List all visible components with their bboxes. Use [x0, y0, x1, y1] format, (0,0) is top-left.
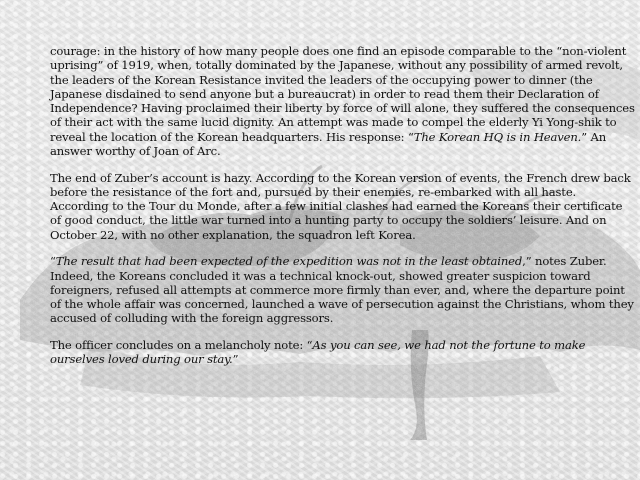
paragraph: [50, 254, 635, 325]
text-run: ”: [232, 352, 239, 367]
italic-quote: The result that had been expected of the expedition was not in the least obtained: [55, 254, 523, 269]
text-run: “: [50, 254, 56, 269]
text-run: courage: in the history of how many people does one find an episode comparable to the “non-violent uprising” of 1919, when, totally dominated by the Japanese, without any possibility of armed revolt, the leaders of the Korean Resistance invited the leaders of the occupying power to dinner (the Japanese disdained to send anyone but a bureaucrat) in order to read them their Declaration of Independence? Having proclaimed their liberty by force of will alone, they suffered the consequences of their act with the same lucid dignity. An attempt was made to compel the elderly Yi Yong-shik to reveal the location of the Korean headquarters. His response: “: [50, 44, 635, 144]
text-run: The end of Zuber’s account is hazy. According to the Korean version of events, the French drew back before the resistance of the fort and, pursued by their enemies, re-embarked with all haste. According to the Tour du Monde, after a few initial clashes had earned the Koreans their certificate of good conduct, the little war turned into a hunting party to occupy the soldiers’ leisure. And on October 22, with no other explanation, the squadron left Korea.: [50, 170, 631, 242]
article-body: [50, 44, 635, 379]
italic-quote: As you can see, we had not the fortune to make ourselves loved during our stay.: [50, 337, 586, 367]
paragraph: [50, 171, 635, 242]
paragraph: [50, 338, 635, 367]
text-run: The officer concludes on a melancholy note: “: [50, 337, 313, 352]
italic-quote: The Korean HQ is in Heaven.: [413, 129, 582, 144]
paragraph: [50, 44, 635, 158]
text-run: ” An answer worthy of Joan of Arc.: [50, 129, 607, 159]
text-run: ,” notes Zuber. Indeed, the Koreans concluded it was a technical knock-out, showed greater suspicion toward foreigners, refused all attempts at commerce more firmly than ever, and, where the departure point of the whole affair was concerned, launched a wave of persecution against the Christians, whom they accused of colluding with the foreign aggressors.: [50, 254, 634, 326]
